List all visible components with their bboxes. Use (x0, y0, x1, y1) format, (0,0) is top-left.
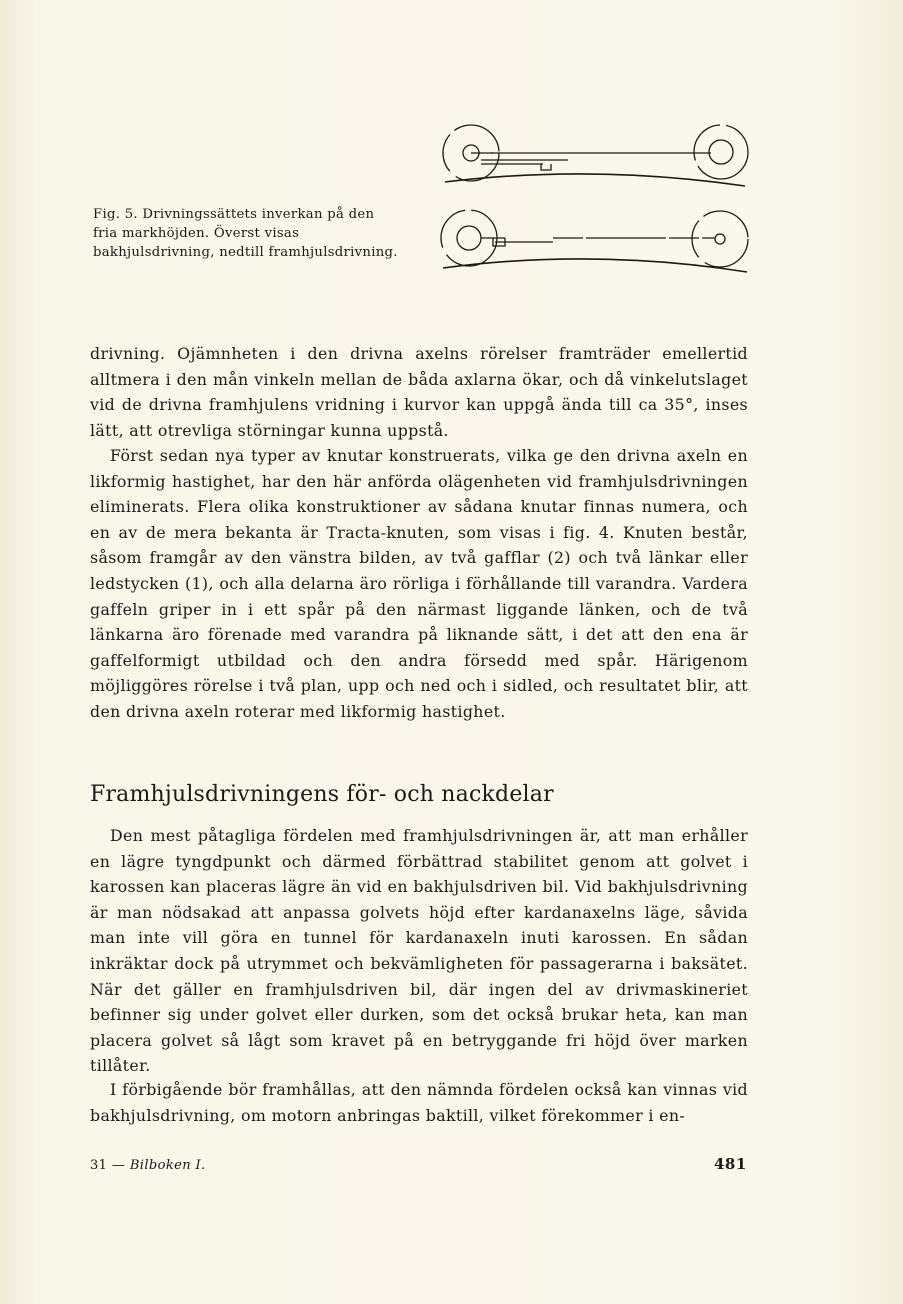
figure-caption: Fig. 5. Drivningssättets inverkan på den fria markhöjden. Överst visas bakhjulsdrivning, nedtill framhjulsdrivning. (93, 207, 398, 260)
paragraph-4: I förbigående bör framhållas, att den nämnda fördelen också kan vinnas vid bakhjulsdrivning, om motorn anbringas baktill, vilket förekommer i en- (90, 1080, 748, 1125)
book-title: Bilboken I. (129, 1158, 206, 1173)
paragraph-2: Först sedan nya typer av knutar konstruerats, vilka ge den drivna axeln en likformig hastighet, har den här anförda olägenheten vid framhjulsdrivningen eliminerats. Flera olika konstruktioner av sådana knutar finnas numera, och en av de mera bekanta är Tracta-knuten, som visas i fig. 4. Knuten består, såsom framgår av den vänstra bilden, av två gafflar (2) och två länkar eller ledstycken (1), och alla delarna äro rörliga i förhållande till varandra. Vardera gaffeln griper in i ett spår på den närmast liggande länken, och de två länkarna äro förenade med varandra på liknande sätt, i det att den ena är gaffelformigt utbildad och den andra försedd med spår. Härigenom möjliggöres rörelse i två plan, upp och ned och i sidled, och resultatet blir, att den drivna axeln roterar med likformig hastighet. (90, 446, 748, 721)
footer-signature (90, 1158, 206, 1173)
signature-number: 31 — (90, 1158, 126, 1173)
page-number: 481 (714, 1155, 747, 1173)
section-heading: Framhjulsdrivningens för- och nackdelar (90, 782, 554, 807)
front-wheel-drive-diagram (441, 210, 748, 272)
figure-5-drivetrain-diagram (433, 120, 753, 280)
paragraph-3: Den mest påtagliga fördelen med framhjulsdrivningen är, att man erhåller en lägre tyngdpunkt och därmed förbättrad stabilitet genom att golvet i karossen kan placeras lägre än vid en bakhjulsdriven bil. Vid bakhjulsdrivning är man nödsakad att anpassa golvets höjd efter kardanaxelns läge, såvida man inte vill göra en tunnel för kardanaxeln inuti karossen. En sådan inkräktar dock på utrymmet och bekvämligheten för passagerarna i baksätet. När det gäller en framhjulsdriven bil, där ingen del av drivmaskineriet befinner sig under golvet eller durken, som det också brukar heta, kan man placera golvet så lågt som kravet på en betryggande fri höjd över marken tillåter. (90, 826, 748, 1076)
rear-wheel-drive-diagram (443, 125, 748, 186)
paragraph-1: drivning. Ojämnheten i den drivna axelns rörelser framträder emellertid alltmera i den mån vinkeln mellan de båda axlarna ökar, och då vinkelutslaget vid de drivna framhjulens vridning i kurvor kan uppgå ända till ca 35°, inses lätt, att otrevliga störningar kunna uppstå. (90, 344, 748, 440)
